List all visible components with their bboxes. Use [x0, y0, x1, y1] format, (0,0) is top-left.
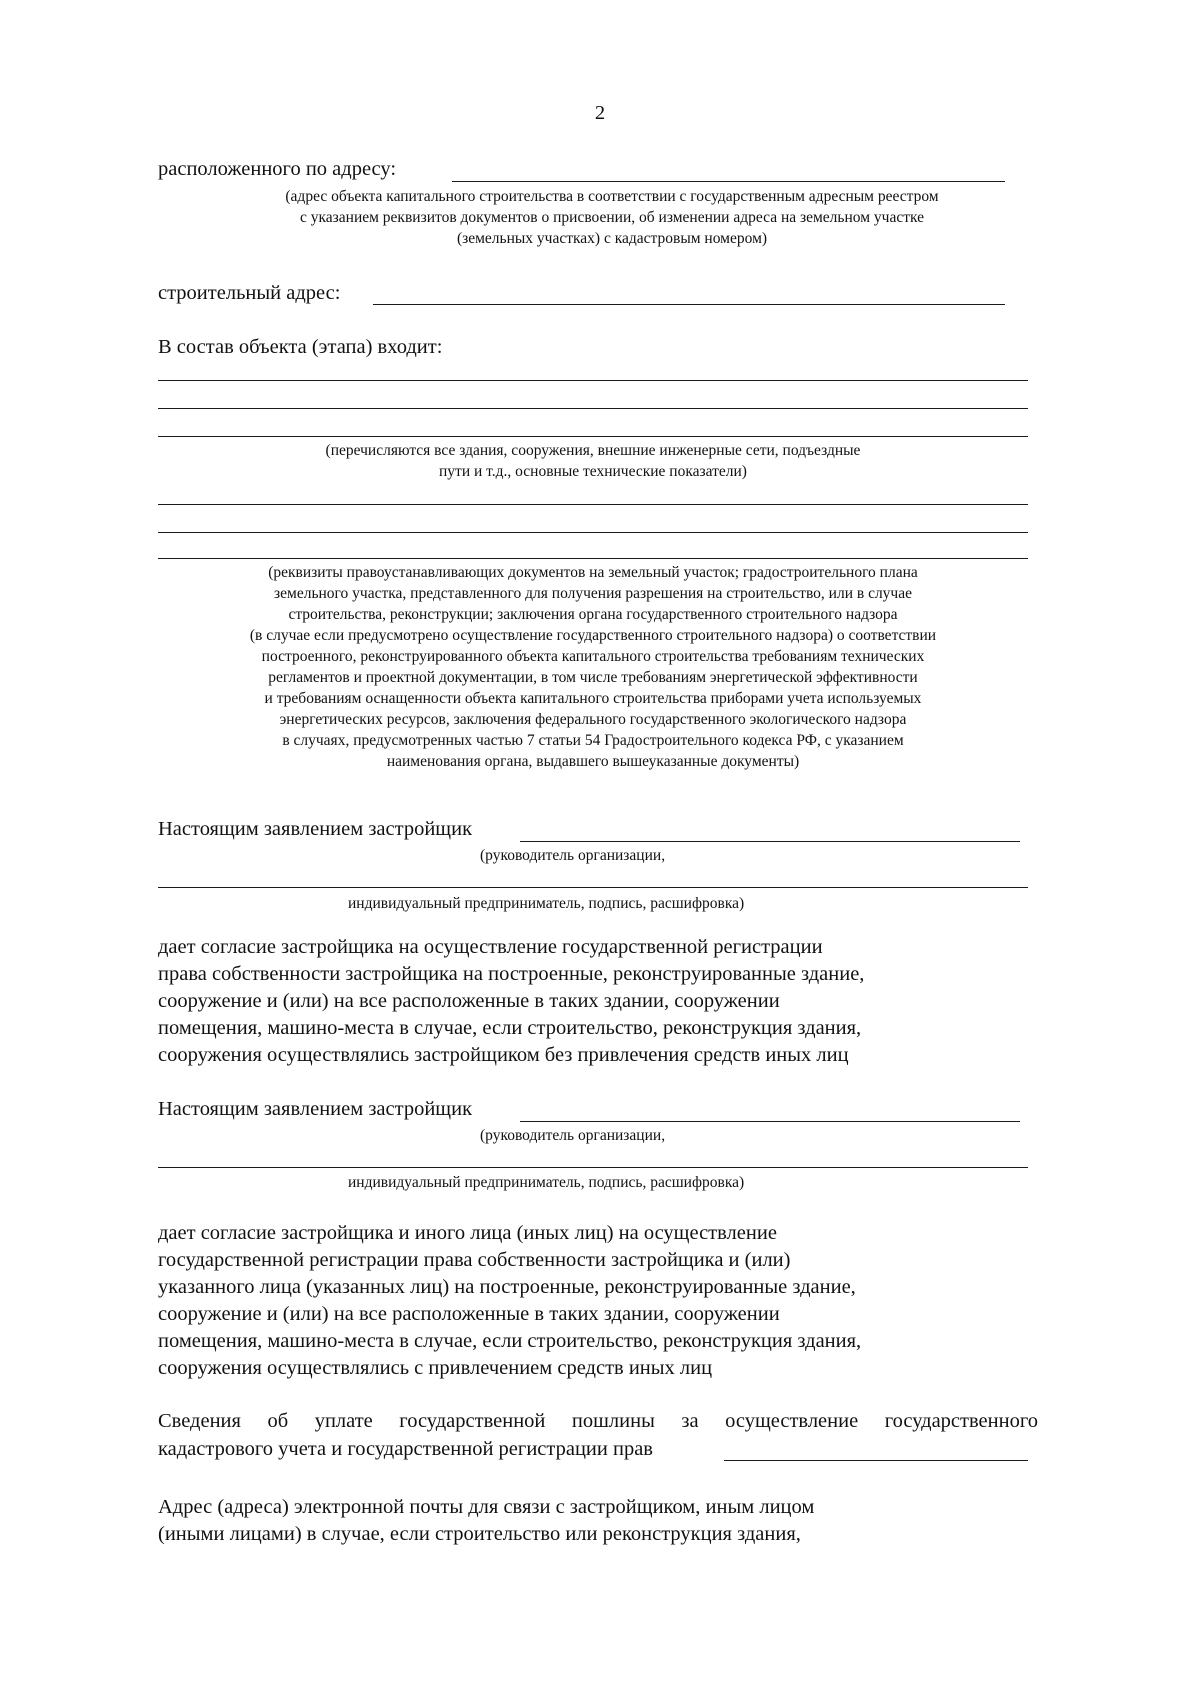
consent-2-text-line: дает согласие застройщика и иного лица (иных лиц) на осуществление: [158, 1222, 777, 1244]
consent-2-text-line: указанного лица (указанных лиц) на построенные, реконструированные здание,: [158, 1276, 856, 1298]
requisites-note-line: (реквизиты правоустанавливающих документов на земельный участок; градостроительного плана: [268, 564, 918, 581]
composition-label: В состав объекта (этапа) входит:: [158, 336, 443, 358]
composition-line: [158, 436, 1028, 437]
fee-line-2: кадастрового учета и государственной регистрации прав: [158, 1438, 653, 1460]
consent-2-signature-line: [158, 1167, 1028, 1168]
consent-2-note-2: индивидуальный предприниматель, подпись, расшифровка): [348, 1174, 745, 1191]
consent-1-text-line: сооружения осуществлялись застройщиком без привлечения средств иных лиц: [158, 1044, 849, 1066]
address-label: расположенного по адресу:: [158, 158, 397, 180]
requisites-note-line: (в случае если предусмотрено осуществление государственного строительного надзора) о соответствии: [249, 627, 937, 644]
requisites-note-line: построенного, реконструированного объекта капитального строительства требованиям технических: [261, 648, 925, 665]
requisites-note-line: строительства, реконструкции; заключения органа государственного строительного надзора: [288, 606, 898, 623]
construction-address-label: строительный адрес:: [158, 282, 341, 304]
address-note-line: (земельных участках) с кадастровым номером): [456, 230, 768, 247]
requisites-line: [158, 504, 1028, 505]
consent-2-text-line: сооружения осуществлялись с привлечением средств иных лиц: [158, 1357, 713, 1379]
address-underline: [452, 181, 1005, 182]
requisites-note-line: регламентов и проектной документации, в том числе требованиям энергетической эффективности: [268, 669, 918, 686]
requisites-note-line: земельного участка, представленного для получения разрешения на строительство, или в случае: [274, 585, 912, 602]
consent-1-text-line: дает согласие застройщика на осуществление государственной регистрации: [158, 936, 823, 958]
consent-2-label: Настоящим заявлением застройщик: [158, 1098, 473, 1120]
consent-1-note-2: индивидуальный предприниматель, подпись, расшифровка): [348, 895, 745, 912]
consent-1-note-1: (руководитель организации,: [480, 847, 666, 864]
consent-1-text-line: сооружение и (или) на все расположенные в таких здании, сооружении: [158, 990, 780, 1012]
requisites-note-line: наименования органа, выдавшего вышеуказанные документы): [386, 753, 800, 770]
consent-1-text: [158, 934, 864, 1069]
requisites-note-line: энергетических ресурсов, заключения федерального государственного экологического надзора: [279, 711, 907, 728]
requisites-note-line: и требованиям оснащенности объекта капитального строительства приборами учета используемых: [264, 690, 922, 707]
requisites-line: [158, 532, 1028, 533]
consent-2-note-1: (руководитель организации,: [480, 1127, 666, 1144]
composition-note-line: (перечисляются все здания, сооружения, внешние инженерные сети, подъездные: [325, 442, 861, 459]
email-text: [158, 1494, 814, 1548]
composition-line: [158, 380, 1028, 381]
consent-1-label: Настоящим заявлением застройщик: [158, 818, 473, 840]
page-number: 2: [594, 102, 606, 124]
construction-address-underline: [373, 304, 1005, 305]
requisites-note: [158, 562, 1028, 772]
consent-1-signature-line: [158, 887, 1028, 888]
email-text-line: Адрес (адреса) электронной почты для связи с застройщиком, иным лицом: [158, 1496, 815, 1518]
consent-2-text: [158, 1220, 861, 1382]
fee-underline: [724, 1460, 1028, 1461]
consent-1-underline: [520, 841, 1020, 842]
consent-1-text-line: помещения, машино-места в случае, если строительство, реконструкция здания,: [158, 1017, 862, 1039]
address-note-line: (адрес объекта капитального строительства в соответствии с государственным адресным реестром: [285, 188, 939, 205]
address-note: [158, 186, 1066, 249]
composition-note: [158, 440, 1028, 482]
requisites-line: [158, 558, 1028, 559]
email-text-line: (иными лицами) в случае, если строительство или реконструкция здания,: [158, 1523, 801, 1545]
consent-2-text-line: помещения, машино-места в случае, если строительство, реконструкция здания,: [158, 1330, 862, 1352]
consent-2-text-line: сооружение и (или) на все расположенные в таких здании, сооружении: [158, 1303, 780, 1325]
composition-note-line: пути и т.д., основные технические показатели): [439, 463, 747, 480]
requisites-note-line: в случаях, предусмотренных частью 7 статьи 54 Градостроительного кодекса РФ, с указанием: [282, 732, 904, 749]
consent-2-underline: [520, 1121, 1020, 1122]
composition-line: [158, 408, 1028, 409]
address-note-line: с указанием реквизитов документов о присвоении, об изменении адреса на земельном участке: [299, 209, 925, 226]
fee-line-1: Сведения об уплате государственной пошлины за осуществление государственного: [158, 1410, 1038, 1432]
consent-2-text-line: государственной регистрации права собственности застройщика и (или): [158, 1249, 791, 1271]
consent-1-text-line: права собственности застройщика на построенные, реконструированные здание,: [158, 963, 865, 985]
